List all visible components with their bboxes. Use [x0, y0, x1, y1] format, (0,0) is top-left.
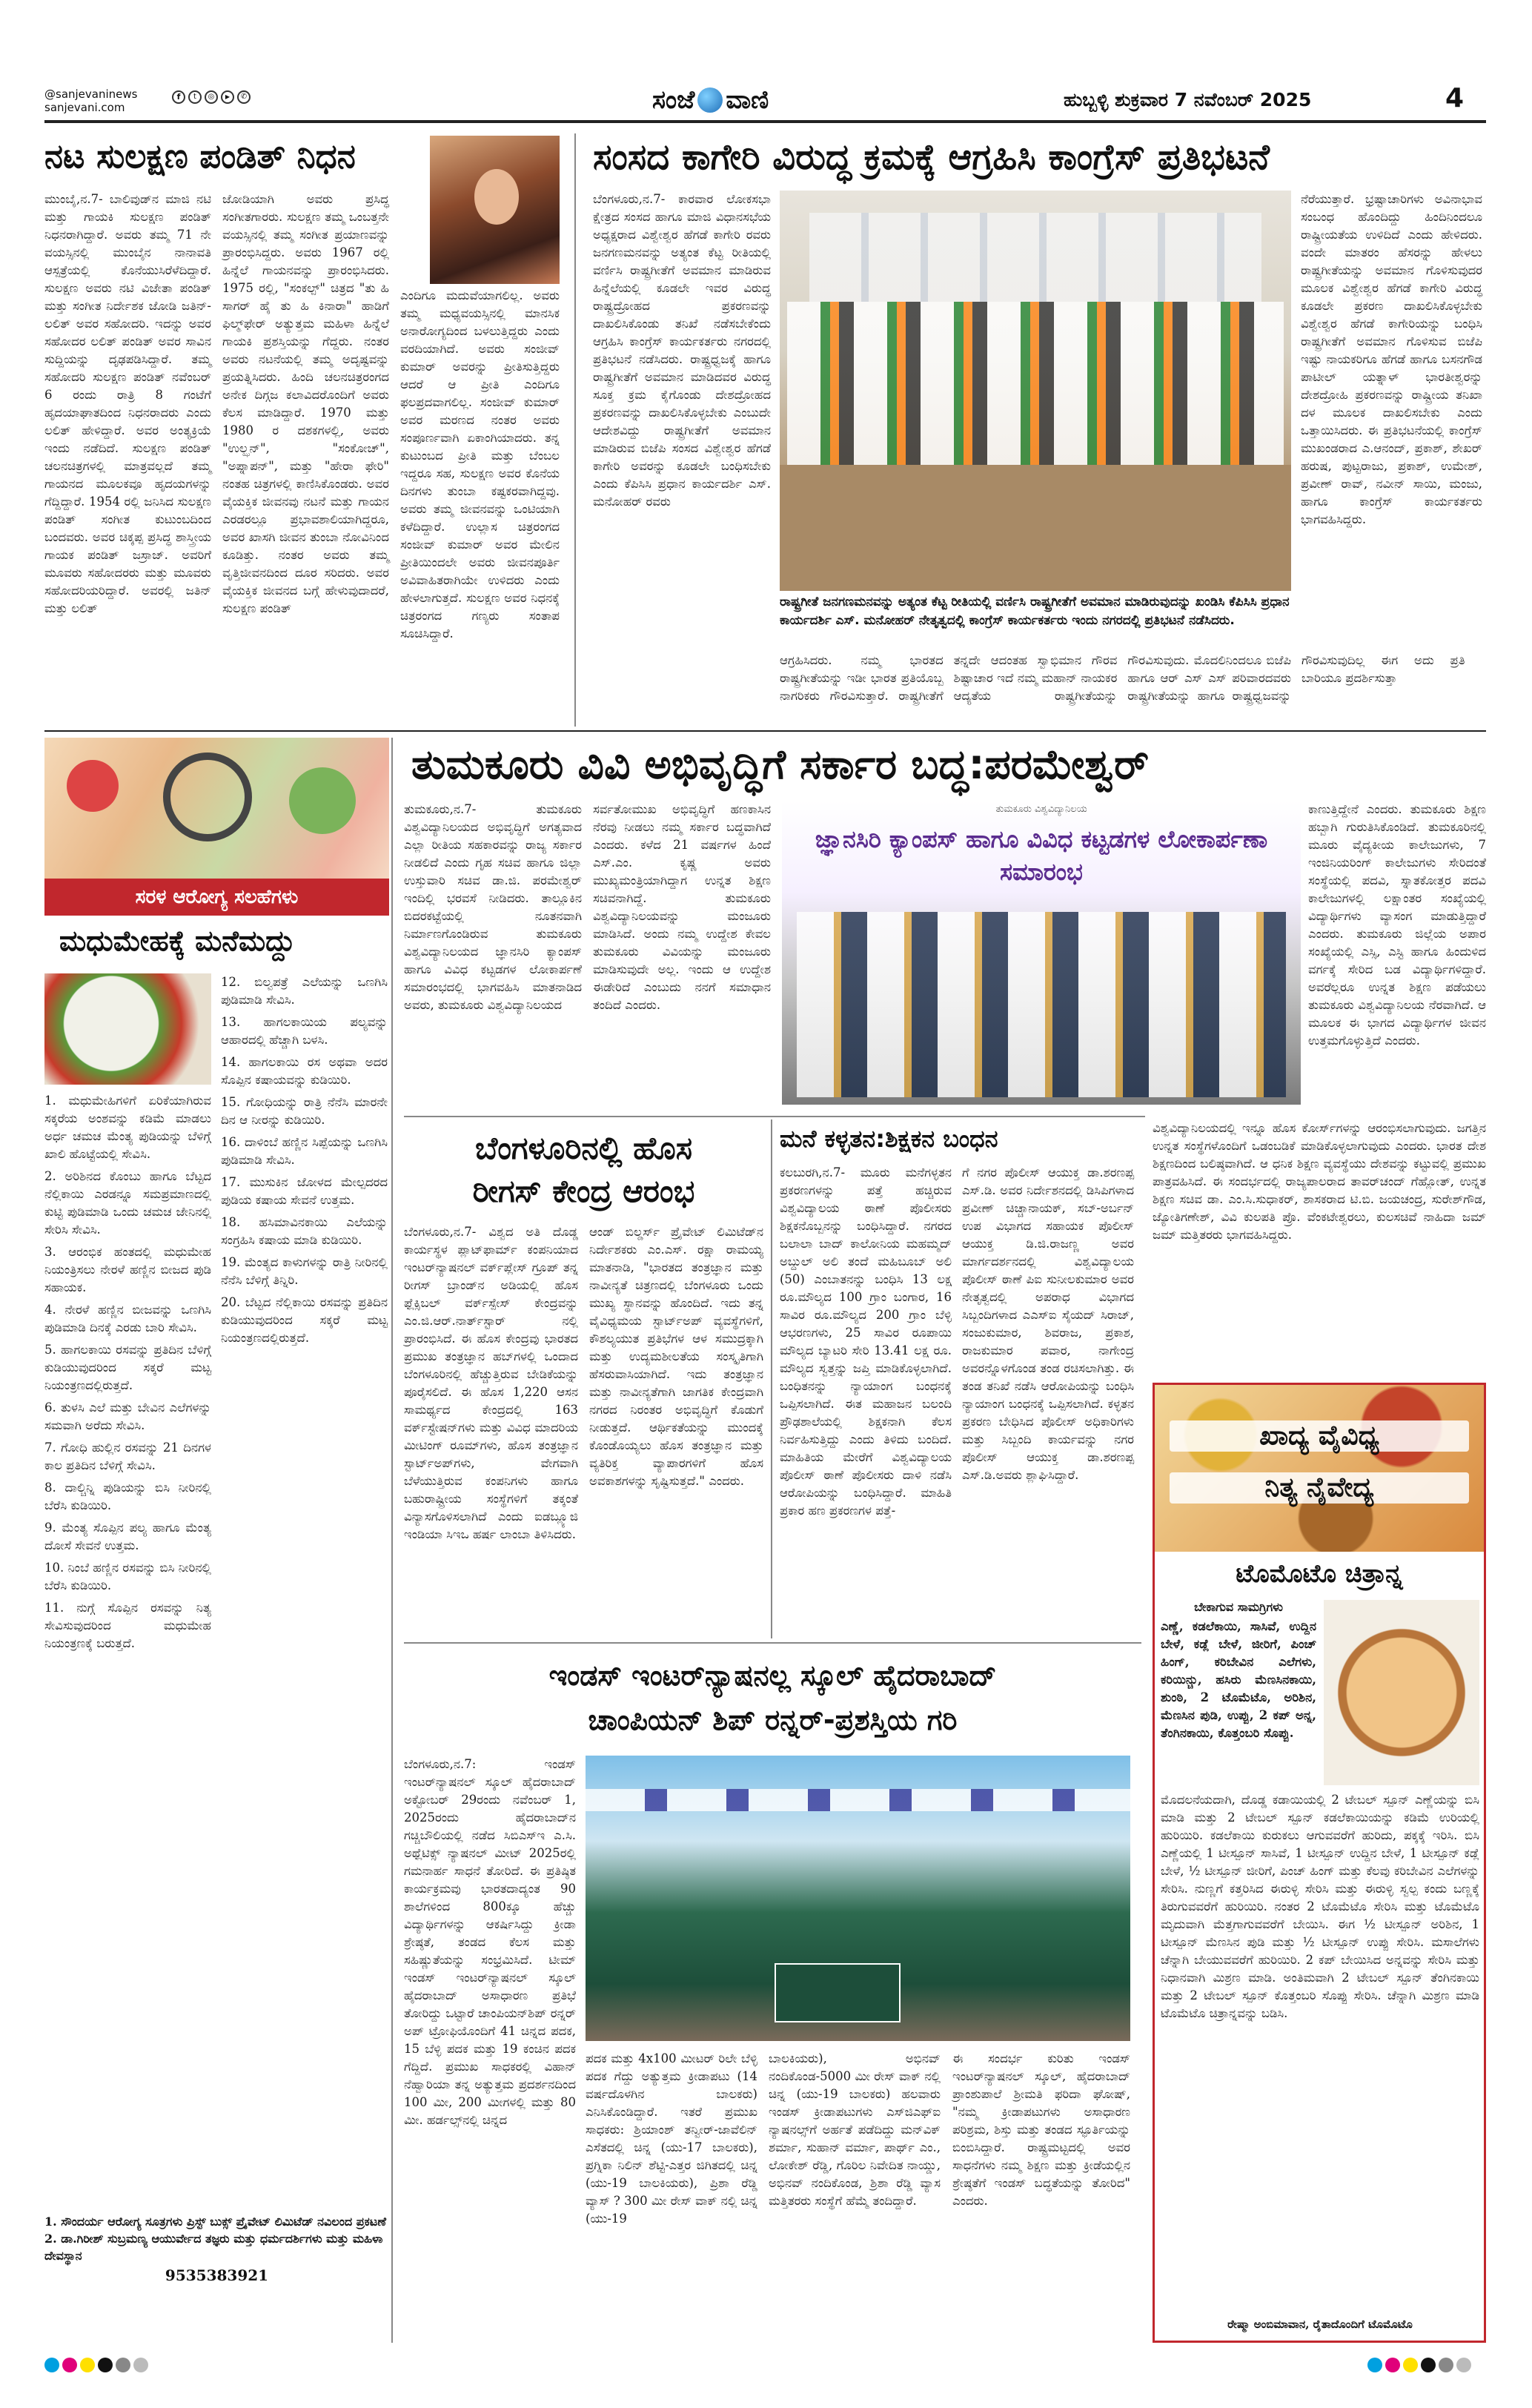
divider-v-1: [574, 133, 576, 727]
dateline: ಹುಬ್ಬಳ್ಳಿ ಶುಕ್ರವಾರ 7 ನವೆಂಬರ್ 2025: [1064, 89, 1312, 110]
reg-yellow-icon: [80, 2358, 95, 2372]
logo[interactable]: [652, 83, 769, 117]
site-url[interactable]: sanjevani.com: [44, 101, 125, 114]
divider-h-3: [404, 1642, 1141, 1644]
headline-diabetes: ಮಧುಮೇಹಕ್ಕೆ ಮನೆಮದ್ದು: [59, 924, 296, 957]
tumakuru-col3: ಕಾಣುತ್ತಿದ್ದೇನೆ ಎಂದರು. ತುಮಕೂರು ಶಿಕ್ಷಣ ಹಬ್ಬಾಗಿ ಗುರುತಿಸಿಕೊಂಡಿದೆ. ತುಮಕೂರಿನಲ್ಲಿ ಮೂರು ವೈದ್ಯಕೀಯ ಕಾಲೇಜುಗಳು, 7 ಇಂಜಿನಿಯರಿಂಗ್ ಕಾಲೇಜುಗಳು ಸೇರಿದಂತೆ ಸಂಸ್ಥೆಯಲ್ಲಿ ಪದವಿ, ಸ್ನಾತಕೋತ್ತರ ಪದವಿ ಕಾಲೇಜುಗಳಲ್ಲಿ ಲಕ್ಷಾಂತರ ಸಂಖ್ಯೆಯಲ್ಲಿ ವಿದ್ಯಾರ್ಥಿಗಳು ವ್ಯಾಸಂಗ ಮಾಡುತ್ತಿದ್ದಾರೆ ಎಂದರು. ತುಮಕೂರು ಜಿಲ್ಲೆಯ ಅಪಾರ ಸಂಖ್ಯೆಯಲ್ಲಿ ಎಸ್ಸಿ, ಎಸ್ಟಿ ಹಾಗೂ ಹಿಂದುಳಿದ ವರ್ಗಕ್ಕೆ ಸೇರಿದ ಬಡ ವಿದ್ಯಾರ್ಥಿಗಳಿದ್ದಾರೆ. ಅವರೆಲ್ಲರೂ ಉನ್ನತ ಶಿಕ್ಷಣ ಪಡೆಯಲು ತುಮಕೂರು ವಿಶ್ವವಿದ್ಯಾನಿಲಯ ನೆರವಾಗಿದೆ. ಆ ಮೂಲಕ ಈ ಭಾಗದ ವಿದ್ಯಾರ್ಥಿಗಳ ಜೀವನ ಉತ್ತಮಗೊಳ್ಳುತ್ತಿದೆ ಎಂದರು.: [1308, 802, 1486, 1048]
photo-tomato-rice: [1324, 1600, 1479, 1785]
kageri-col4: ನೆರೆಯುತ್ತಾರೆ. ಭ್ರಷ್ಟಾಚಾರಿಗಳು ಅವಿನಾಭಾವ ಸಂಬಂಧ ಹೊಂದಿದ್ದು ಹಿಂದಿನಿಂದಲೂ ರಾಷ್ಟ್ರೀಯತೆಯ ಉಳಿದಿದೆ ಎಂದು ಹೇಳಿದರು. ವಂದೇ ಮಾತರಂ ಹೆಸರನ್ನು ಹೇಳಲು ರಾಷ್ಟ್ರಗೀತೆಯನ್ನು ಅವಮಾನ ಗೊಳಿಸುವುದರ ಮೂಲಕ ವಿಶ್ವೇಶ್ವರ ಹೆಗಡೆ ಕಾಗೇರಿ ವಿರುದ್ಧ ಕೂಡಲೇ ಪ್ರಕರಣ ದಾಖಲಿಸಿಕೊಳ್ಳಬೇಕು ವಿಶ್ವೇಶ್ವರ ಹೆಗಡೆ ಕಾಗೇರಿಯನ್ನು ಬಂಧಿಸಿ ರಾಷ್ಟ್ರಗೀತೆಗೆ ಅವಮಾನ ಗೊಳಿಸುವ ಬಿಜೆಪಿ ಇಷ್ಟು ನಾಯಕರಿಗೂ ಹೆಗಡೆ ಹಾಗೂ ಬಸನಗೌಡ ಪಾಟೀಲ್ ಯತ್ನಾಳ್ ಭಾರತೀಶ್ವರನ್ನು ದೇಶದ್ರೋಹಿ ಪ್ರಕರಣವನ್ನು ರಾಷ್ಟ್ರೀಯ ತನಿಖಾ ದಳ ಮೂಲಕ ದಾಖಲಿಸಬೇಕು ಎಂದು ಒತ್ತಾಯಿಸಿದರು. ಈ ಪ್ರತಿಭಟನೆಯಲ್ಲಿ ಕಾಂಗ್ರೆಸ್ ಮುಖಂಡರಾದ ಎ.ಆನಂದ್, ಪ್ರಕಾಶ್, ಶೇಖರ್ ಹರುಷ, ಪುಟ್ಟರಾಜು, ಪ್ರಕಾಶ್, ಉಮೇಶ್, ಪ್ರವೀಣ್ ರಾವ್, ನವೀನ್ ಸಾಯಿ, ಮಂಜು, ಹಾಗೂ ಕಾಂಗ್ರೆಸ್ ಕಾರ್ಯಕರ್ತರು ಭಾಗವಹಿಸಿದ್ದರು.: [1301, 192, 1482, 526]
youtube-icon[interactable]: ▶: [221, 90, 234, 104]
health-banner-label: ಸರಳ ಆರೋಗ್ಯ ಸಲಹೆಗಳು: [44, 879, 389, 916]
headline-regus: ಬೆಂಗಳೂರಿನಲ್ಲಿ ಹೊಸ ರೀಗಸ್ ಕೇಂದ್ರ ಆರಂಭ: [472, 1130, 695, 1209]
headline-sulakshana: ನಟ ಸುಲಕ್ಷಣ ಪಂಡಿತ್ ನಿಧನ: [44, 136, 356, 176]
recipe-method: ಮೊದಲನೆಯದಾಗಿ, ದೊಡ್ಡ ಕಡಾಯಿಯಲ್ಲಿ 2 ಟೇಬಲ್ ಸ್ಪೂನ್ ಎಣ್ಣೆಯನ್ನು ಬಿಸಿ ಮಾಡಿ ಮತ್ತು 2 ಟೇಬಲ್ ಸ್ಪೂನ್ ಕಡಲೆಕಾಯಿಯನ್ನು ಕಡಿಮೆ ಉರಿಯಲ್ಲಿ ಹುರಿಯಿರಿ. ಕಡಲೆಕಾಯಿ ಕುರುಕಲು ಆಗುವವರೆಗೆ ಹುರಿದು, ಪಕ್ಕಕ್ಕೆ ಇರಿಸಿ. ಬಿಸಿ ಎಣ್ಣೆಯಲ್ಲಿ 1 ಟೀಸ್ಪೂನ್ ಸಾಸಿವೆ, 1 ಟೀಸ್ಪೂನ್ ಉದ್ದಿನ ಬೇಳೆ, 1 ಟೀಸ್ಪೂನ್ ಕಡ್ಲೆ ಬೇಳೆ, ½ ಟೀಸ್ಪೂನ್ ಜೀರಿಗೆ, ಪಿಂಚ್ ಹಿಂಗ್ ಮತ್ತು ಕೆಲವು ಕರಿಬೇವಿನ ಎಲೆಗಳನ್ನು ಸೇರಿಸಿ. ನುಣ್ಣಗೆ ಕತ್ತರಿಸಿದ ಈರುಳ್ಳಿ ಸೇರಿಸಿ ಮತ್ತು ಈರುಳ್ಳಿ ಸ್ವಲ್ಪ ಕಂದು ಬಣ್ಣಕ್ಕೆ ತಿರುಗುವವರೆಗೆ ಹುರಿಯಿರಿ. ನಂತರ 2 ಟೊಮೆಟೊ ಸೇರಿಸಿ ಮತ್ತು ಟೊಮೆಟೊ ಮೃದುವಾಗಿ ಮೆತ್ತಗಾಗುವವರೆಗೆ ಬೇಯಿಸಿ. ಈಗ ½ ಟೀಸ್ಪೂನ್ ಅರಿಶಿನ, 1 ಟೀಸ್ಪೂನ್ ಮೆಣಸಿನ ಪುಡಿ ಮತ್ತು ½ ಟೀಸ್ಪೂನ್ ಉಪ್ಪು ಸೇರಿಸಿ. ಮಸಾಲೆಗಳು ಚೆನ್ನಾಗಿ ಬೇಯುವವರೆಗೆ ಹುರಿಯಿರಿ. 2 ಕಪ್ ಬೇಯಿಸಿದ ಅನ್ನವನ್ನು ಸೇರಿಸಿ ಮತ್ತು ನಿಧಾನವಾಗಿ ಮಿಶ್ರಣ ಮಾಡಿ. ಅಂತಿಮವಾಗಿ 2 ಟೇಬಲ್ ಸ್ಪೂನ್ ತೆಂಗಿನಕಾಯಿ ಮತ್ತು 2 ಟೇಬಲ್ ಸ್ಪೂನ್ ಕೊತ್ತಂಬರಿ ಸೊಪ್ಪು ಸೇರಿಸಿ. ಚೆನ್ನಾಗಿ ಮಿಶ್ರಣ ಮಾಡಿ ಟೊಮೆಟೊ ಚಿತ್ರಾನ್ನವನ್ನು ಬಡಿಸಿ.: [1161, 1793, 1479, 2020]
regus-col1: ಬೆಂಗಳೂರು,ನ.7- ವಿಶ್ವದ ಅತಿ ದೊಡ್ಡ ಕಾರ್ಯಸ್ಥಳ ಪ್ಲಾಟ್‌ಫಾರ್ಮ್ ಕಂಪನಿಯಾದ ಇಂಟರ್‌ನ್ಯಾಷನಲ್ ವರ್ಕ್‌ಪ್ಲೇಸ್ ಗ್ರೂಪ್ ತನ್ನ ರೀಗಸ್ ಬ್ರಾಂಡ್‌ನ ಅಡಿಯಲ್ಲಿ ಹೊಸ ಫ್ಲೆಕ್ಸಿಬಲ್ ವರ್ಕ್‌ಸ್ಪೇಸ್ ಕೇಂದ್ರವನ್ನು ಎಂ.ಜಿ.ಆರ್.ನಾರ್ತ್‌ಸ್ಟಾರ್ ನಲ್ಲಿ ಪ್ರಾರಂಭಿಸಿದೆ. ಈ ಹೊಸ ಕೇಂದ್ರವು ಭಾರತದ ಪ್ರಮುಖ ತಂತ್ರಜ್ಞಾನ ಹಬ್‌ಗಳಲ್ಲಿ ಒಂದಾದ ಬೆಂಗಳೂರಿನಲ್ಲಿ ಹೆಚ್ಚುತ್ತಿರುವ ಬೇಡಿಕೆಯನ್ನು ಪೂರೈಸಲಿದೆ. ಈ ಹೊಸ 1,220 ಆಸನ ಸಾಮರ್ಥ್ಯದ ಕೇಂದ್ರದಲ್ಲಿ 163 ವರ್ಕ್‌ಸ್ಟೇಷನ್‌ಗಳು ಮತ್ತು ವಿವಿಧ ಮಾದರಿಯ ಮೀಟಿಂಗ್ ರೂಮ್‌ಗಳು, ಹೊಸ ತಂತ್ರಜ್ಞಾನ ಸ್ಟಾರ್ಟ್‌ಅಪ್‌ಗಳು, ವೇಗವಾಗಿ ಬೆಳೆಯುತ್ತಿರುವ ಕಂಪನಿಗಳು ಹಾಗೂ ಬಹುರಾಷ್ಟ್ರೀಯ ಸಂಸ್ಥೆಗಳಿಗೆ ತಕ್ಕಂತೆ ವಿನ್ಯಾಸಗೊಳಿಸಲಾಗಿದೆ ಎಂದು ಐಡಬ್ಲ್ಯೂಜಿ ಇಂಡಿಯಾ ಸಿಇಒ ಹರ್ಷ ಲಾಂಬಾ ತಿಳಿಸಿದರು.: [404, 1225, 578, 1541]
logo-left: ಸಂಜೆ: [652, 85, 695, 115]
headline-kageri: ಸಂಸದ ಕಾಗೇರಿ ವಿರುದ್ಧ ಕ್ರಮಕ್ಕೆ ಆಗ್ರಹಿಸಿ ಕಾಂಗ್ರೆಸ್ ಪ್ರತಿಭಟನೆ: [593, 136, 1270, 178]
reg-magenta-icon: [1385, 2358, 1400, 2372]
regus-col2: ಆಂಡ್ ಬಿಲ್ಡರ್ಸ್ ಪ್ರೈವೇಟ್ ಲಿಮಿಟೆಡ್‌ನ ನಿರ್ದೇಶಕರು ಎಂ.ಎಸ್. ರಕ್ಷಾ ರಾಮಯ್ಯ ಮಾತನಾಡಿ, "ಭಾರತದ ತಂತ್ರಜ್ಞಾನ ಮತ್ತು ನಾವೀನ್ಯತೆ ಚಿತ್ರಣದಲ್ಲಿ ಬೆಂಗಳೂರು ಒಂದು ಮುಖ್ಯ ಸ್ಥಾನವನ್ನು ಹೊಂದಿದೆ. ಇದು ತನ್ನ ವೈವಿಧ್ಯಮಯ ಸ್ಟಾರ್ಟ್‌ಅಪ್ ವ್ಯವಸ್ಥೆಗಳಿಗೆ, ಕೌಶಲ್ಯಯುತ ಪ್ರತಿಭೆಗಳ ಆಳ ಸಮುದ್ರಕ್ಕಾಗಿ ಮತ್ತು ಉದ್ಯಮಶೀಲತೆಯ ಸಂಸ್ಕೃತಿಗಾಗಿ ಹೆಸರುವಾಸಿಯಾಗಿದೆ. ಇದು ತಂತ್ರಜ್ಞಾನ ಮತ್ತು ನಾವೀನ್ಯತೆಗಾಗಿ ಜಾಗತಿಕ ಕೇಂದ್ರವಾಗಿ ನಗರದ ನಿರಂತರ ಅಭಿವೃದ್ಧಿಗೆ ಕೊಡುಗೆ ನೀಡುತ್ತದೆ. ಆರ್ಥಿಕತೆಯನ್ನು ಮುಂದಕ್ಕೆ ಕೊಂಡೊಯ್ಯಲು ಹೊಸ ತಂತ್ರಜ್ಞಾನ ಮತ್ತು ವ್ಯತಿರಿಕ್ತ ವ್ಯಾಪಾರಗಳಿಗೆ ಹೊಸ ಅವಕಾಶಗಳನ್ನು ಸೃಷ್ಟಿಸುತ್ತದೆ." ಎಂದರು.: [589, 1225, 763, 1488]
recipe-credit: ರೇಷ್ಮಾ ಅಂಬಿಮಾವಾನ, ರೈತಾದೊಂದಿಗೆ ಟೊಮೊಟೊ: [1227, 2318, 1413, 2331]
recipe-banner-line1: ಖಾದ್ಯ ವೈವಿಧ್ಯ: [1170, 1420, 1469, 1452]
reg-yellow-icon: [1403, 2358, 1418, 2372]
facebook-icon[interactable]: f: [172, 90, 185, 104]
reg-gray-icon: [1439, 2358, 1453, 2372]
story-indus: [404, 1646, 1141, 2343]
masthead-rule: [44, 120, 1486, 123]
indus-col2: ಪದಕ ಮತ್ತು 4x100 ಮೀಟರ್ ರಿಲೇ ಬೆಳ್ಳಿ ಪದಕ ಗೆದ್ದು ಅತ್ಯುತ್ತಮ ಕ್ರೀಡಾಪಟು (14 ವರ್ಷದೊಳಗಿನ ಬಾಲಕರು) ಎನಿಸಿಕೊಂಡಿದ್ದಾರೆ. ಇತರೆ ಪ್ರಮುಖ ಸಾಧಕರು: ಶ್ರಿಯಾಂಶ್ ತನ್ವೀರ್-ಜಾವೆಲಿನ್ ಎಸೆತದಲ್ಲಿ ಚಿನ್ನ (ಯು-17 ಬಾಲಕರು), ಪ್ರಗ್ನಿಕಾ ನಿಲಿನ್ ಶೆಟ್ಟಿ-ಎತ್ತರ ಜಿಗಿತದಲ್ಲಿ ಚಿನ್ನ (ಯು-19 ಬಾಲಕಿಯರು), ಪ್ರಿಶಾ ರೆಡ್ಡಿ ವ್ಯಾಸ್ ? 300 ಮೀ ರೇಸ್ ವಾಕ್ ನಲ್ಲಿ ಚಿನ್ನ (ಯು-19: [586, 2051, 757, 2226]
social-icons: [172, 90, 251, 104]
story-regus: [404, 1119, 763, 1638]
health-banner: [44, 738, 389, 916]
indus-col4: ಈ ಸಂದರ್ಭ ಕುರಿತು ಇಂಡಸ್ ಇಂಟರ್‌ನ್ಯಾಷನಲ್ ಸ್ಕೂಲ್, ಹೈದರಾಬಾದ್ ಪ್ರಾಂಶುಪಾಲೆ ಶ್ರೀಮತಿ ಫರಿದಾ ಘೋಷ್, "ನಮ್ಮ ಕ್ರೀಡಾಪಟುಗಳು ಅಸಾಧಾರಣ ಪರಿಶ್ರಮ, ಶಿಸ್ತು ಮತ್ತು ತಂಡದ ಸ್ಫೂರ್ತಿಯನ್ನು ಬಿಂಬಿಸಿದ್ದಾರೆ. ರಾಷ್ಟ್ರಮಟ್ಟದಲ್ಲಿ ಅವರ ಸಾಧನೆಗಳು ನಮ್ಮ ಶಿಕ್ಷಣ ಮತ್ತು ಕ್ರೀಡೆಯಲ್ಲಿನ ಶ್ರೇಷ್ಠತೆಗೆ ಇಂಡಸ್ ಬದ್ಧತೆಯನ್ನು ತೋರಿದ" ಎಂದರು.: [952, 2051, 1130, 2208]
tumakuru-banner-text: ಜ್ಞಾನಸಿರಿ ಕ್ಯಾಂಪಸ್ ಹಾಗೂ ವಿವಿಧ ಕಟ್ಟಡಗಳ ಲೋಕಾರ್ಪಣಾ ಸಮಾರಂಭ: [815, 825, 1268, 886]
site-handle[interactable]: @sanjevaninews: [44, 87, 138, 101]
recipe-ingredients-label: ಬೇಕಾಗುವ ಸಾಮಗ್ರಿಗಳು: [1194, 1600, 1283, 1614]
registration-right: [1367, 2358, 1474, 2372]
photo-indus-team: [586, 1756, 1130, 2041]
reg-black-icon: [98, 2358, 113, 2372]
logo-right: ವಾಣಿ: [726, 85, 769, 115]
sulakshana-col3: ಎಂದಿಗೂ ಮದುವೆಯಾಗಲಿಲ್ಲ. ಅವರು ತಮ್ಮ ಮಧ್ಯವಯಸ್ಸಿನಲ್ಲಿ ಮಾನಸಿಕ ಅನಾರೋಗ್ಯದಿಂದ ಬಳಲುತ್ತಿದ್ದರು ಎಂದು ವರದಿಯಾಗಿದೆ. ಅವರು ಸಂಜೀವ್ ಕುಮಾರ್ ಅವರನ್ನು ಪ್ರೀತಿಸುತ್ತಿದ್ದರು ಆದರೆ ಆ ಪ್ರೀತಿ ಎಂದಿಗೂ ಫಲಪ್ರದವಾಗಲಿಲ್ಲ. ಸಂಜೀವ್ ಕುಮಾರ್ ಅವರ ಮರಣದ ನಂತರ ಅವರು ಸಂಪೂರ್ಣವಾಗಿ ಏಕಾಂಗಿಯಾದರು. ತನ್ನ ಕುಟುಂಬದ ಪ್ರೀತಿ ಮತ್ತು ಬೆಂಬಲ ಇದ್ದರೂ ಸಹ, ಸುಲಕ್ಷಣ ಅವರ ಕೊನೆಯ ದಿನಗಳು ತುಂಬಾ ಕಷ್ಟಕರವಾಗಿದ್ದವು. ಅವರು ತಮ್ಮ ಜೀವನವನ್ನು ಒಂಟಿಯಾಗಿ ಕಳೆದಿದ್ದಾರೆ. ಉಲ್ಲಾಸ ಚಿತ್ರರಂಗದ ಸಂಜೀವ್ ಕುಮಾರ್ ಅವರ ಮೇಲಿನ ಪ್ರೀತಿಯಿಂದಲೇ ಅವರು ಜೀವನಪೂರ್ತಿ ಅವಿವಾಹಿತರಾಗಿಯೇ ಉಳಿದರು ಎಂದು ಹೇಳಲಾಗುತ್ತದೆ. ಸುಲಕ್ಷಣ ಅವರ ನಿಧನಕ್ಕೆ ಚಿತ್ರರಂಗದ ಗಣ್ಯರು ಸಂತಾಪ ಸೂಚಿಸಿದ್ದಾರೆ.: [400, 288, 560, 641]
sulakshana-col2: ಜೋಡಿಯಾಗಿ ಅವರು ಪ್ರಸಿದ್ಧ ಸಂಗೀತಗಾರರು. ಸುಲಕ್ಷಣ ತಮ್ಮ ಒಂಬತ್ತನೇ ವಯಸ್ಸಿನಲ್ಲಿ ತಮ್ಮ ಸಂಗೀತ ಪ್ರಯಾಣವನ್ನು ಪ್ರಾರಂಭಿಸಿದ್ದರು. ಅವರು 1967 ರಲ್ಲಿ ಹಿನ್ನೆಲೆ ಗಾಯನವನ್ನು ಪ್ರಾರಂಭಿಸಿದರು. 1975 ರಲ್ಲಿ, "ಸಂಕಲ್ಪ್" ಚಿತ್ರದ "ತು ಹಿ ಸಾಗರ್ ಹೈ ತು ಹಿ ಕಿನಾರಾ" ಹಾಡಿಗೆ ಫಿಲ್ಮ್‌ಫೇರ್ ಅತ್ಯುತ್ತಮ ಮಹಿಳಾ ಹಿನ್ನೆಲೆ ಗಾಯಕಿ ಪ್ರಶಸ್ತಿಯನ್ನು ಗೆದ್ದರು. ನಂತರ ಅವರು ನಟನೆಯಲ್ಲಿ ತಮ್ಮ ಅದೃಷ್ಟವನ್ನು ಪ್ರಯತ್ನಿಸಿದರು. ಹಿಂದಿ ಚಲನಚಿತ್ರರಂಗದ ಅನೇಕ ದಿಗ್ಗಜ ಕಲಾವಿದರೊಂದಿಗೆ ಅವರು ಕೆಲಸ ಮಾಡಿದ್ದಾರೆ. 1970 ಮತ್ತು 1980 ರ ದಶಕಗಳಲ್ಲಿ, ಅವರು "ಉಲ್ಝನ್", "ಸಂಕೋಚ್", "ಅಪ್ನಾಪನ್", ಮತ್ತು "ಹೇರಾ ಫೇರಿ" ನಂತಹ ಚಿತ್ರಗಳಲ್ಲಿ ಕಾಣಿಸಿಕೊಂಡರು. ಅವರ ವೈಯಕ್ತಿಕ ಜೀವನವು ನಟನೆ ಮತ್ತು ಗಾಯನ ಎರಡರಲ್ಲೂ ಪ್ರಭಾವಶಾಲಿಯಾಗಿದ್ದರೂ, ಅವರ ಖಾಸಗಿ ಜೀವನ ತುಂಬಾ ನೋವಿನಿಂದ ಕೂಡಿತ್ತು. ನಂತರ ಅವರು ತಮ್ಮ ವೃತ್ತಿಜೀವನದಿಂದ ದೂರ ಸರಿದರು. ಅವರ ವೈಯಕ್ತಿಕ ಜೀವನದ ಬಗ್ಗೆ ಹೇಳುವುದಾದರೆ, ಸುಲಕ್ಷಣ ಪಂಡಿತ್: [222, 192, 389, 615]
story-kageri: [586, 130, 1486, 723]
tumakuru-banner-top: ತುಮಕೂರು ವಿಶ್ವವಿದ್ಯಾನಿಲಯ: [995, 804, 1087, 815]
story-theft: [780, 1119, 1135, 1638]
reg-gray-icon: [116, 2358, 130, 2372]
twitter-icon[interactable]: t: [188, 90, 202, 104]
tumakuru-col2: ಸರ್ವತೋಮುಖ ಅಭಿವೃದ್ಧಿಗೆ ಹಣಕಾಸಿನ ನೆರವು ನೀಡಲು ನಮ್ಮ ಸರ್ಕಾರ ಬದ್ಧವಾಗಿದೆ ಎಂದರು. ಕಳೆದ 21 ವರ್ಷಗಳ ಹಿಂದೆ ಎಸ್.ಎಂ. ಕೃಷ್ಣ ಅವರು ಮುಖ್ಯಮಂತ್ರಿಯಾಗಿದ್ದಾಗ ಉನ್ನತ ಶಿಕ್ಷಣ ಸಚಿವನಾಗಿದ್ದೆ. ತುಮಕೂರು ವಿಶ್ವವಿದ್ಯಾನಿಲಯವನ್ನು ಮಂಜೂರು ಮಾಡಿಸಿದೆ. ಅಂದು ನಮ್ಮ ಉದ್ದೇಶ ಕೇವಲ ತುಮಕೂರು ವಿವಿಯನ್ನು ಮಂಜೂರು ಮಾಡಿಸುವುದೇ ಅಲ್ಲ. ಇಂದು ಆ ಉದ್ದೇಶ ಈಡೇರಿದೆ ಎಂಬುದು ನನಗೆ ಸಮಾಧಾನ ತಂದಿದೆ ಎಂದರು.: [593, 802, 771, 1012]
registration-left: [44, 2358, 151, 2372]
caption-protest: ರಾಷ್ಟ್ರಗೀತೆ ಜನಗಣಮನವನ್ನು ಅತ್ಯಂತ ಕೆಟ್ಟ ರೀತಿಯಲ್ಲಿ ವರ್ಣಿಸಿ ರಾಷ್ಟ್ರಗೀತೆಗೆ ಅವಮಾನ ಮಾಡಿರುವುದನ್ನು ಖಂಡಿಸಿ ಕೆಪಿಸಿಸಿ ಪ್ರಧಾನ ಕಾರ್ಯದರ್ಶಿ ಎಸ್. ಮನೋಹರ್ ನೇತೃತ್ವದಲ್ಲಿ ಕಾಂಗ್ರೆಸ್ ಕಾರ್ಯಕರ್ತರು ಇಂದು ನಗರದಲ್ಲಿ ಪ್ರತಿಭಟನೆ ನಡೆಸಿದರು.: [780, 595, 1290, 628]
recipe-ingredients: ಎಣ್ಣೆ, ಕಡಲೆಕಾಯಿ, ಸಾಸಿವೆ, ಉದ್ದಿನ ಬೇಳೆ, ಕಡ್ಲೆ ಬೇಳೆ, ಜೀರಿಗೆ, ಪಿಂಚ್ ಹಿಂಗ್, ಕರಿಬೇವಿನ ಎಲೆಗಳು, ಕರಿಯಿನ್ಚು, ಹಸಿರು ಮೆಣಸಿನಕಾಯಿ, ಶುಂಠಿ, 2 ಟೊಮೆಟೊ, ಅರಿಶಿನ, ಮೆಣಸಿನ ಪುಡಿ, ಉಪ್ಪು, 2 ಕಪ್ ಅನ್ನ, ತೆಂಗಿನಕಾಯಿ, ಕೊತ್ತಂಬರಿ ಸೊಪ್ಪು.: [1161, 1619, 1316, 1740]
divider-h-2: [404, 1116, 1145, 1117]
reg-cyan-icon: [44, 2358, 59, 2372]
theft-col2: ಗೆ ನಗರ ಪೊಲೀಸ್ ಆಯುಕ್ತ ಡಾ.ಶರಣಪ್ಪ ಎಸ್.ಡಿ. ಅವರ ನಿರ್ದೇಶನದಲ್ಲಿ ಡಿಸಿಪಿಗಳಾದ ಪ್ರವೀಣ್ ಚಿಚ್ಚಾನಾಯಕ್, ಸಬ್-ಅರ್ಬನ್ ಉಪ ವಿಭಾಗದ ಸಹಾಯಕ ಪೊಲೀಸ್ ಆಯುಕ್ತ ಡಿ.ಜಿ.ರಾಜಣ್ಣ ಅವರ ಮಾರ್ಗದರ್ಶನದಲ್ಲಿ ವಿಶ್ವವಿದ್ಯಾಲಯ ಪೊಲೀಸ್ ಠಾಣೆ ಪಿಐ ಸುನೀಲಕುಮಾರ ಅವರ ನೇತೃತ್ವದಲ್ಲಿ ಅಪರಾಧ ವಿಭಾಗದ ಸಿಬ್ಬಂದಿಗಳಾದ ಎಎಸ್‌ಐ ಸೈಯದ್ ಸಿರಾಜ್, ಸಂಜುಕುಮಾರ, ಶಿವರಾಜ, ಪ್ರಕಾಶ, ರಾಜಕುಮಾರ ಪವಾರ, ನಾಗೇಂದ್ರ ಅವರನ್ನೊಳಗೊಂಡ ತಂಡ ರಚಿಸಲಾಗಿತ್ತು. ಈ ತಂಡ ತನಿಖೆ ನಡೆಸಿ ಆರೋಪಿಯನ್ನು ಬಂಧಿಸಿ ನ್ಯಾಯಾಂಗ ಬಂಧನಕ್ಕೆ ಒಪ್ಪಿಸಲಾಗಿದೆ. ಕಳ್ಳತನ ಪ್ರಕರಣ ಬೇಧಿಸಿದ ಪೊಲೀಸ್ ಅಧಿಕಾರಿಗಳು ಮತ್ತು ಸಿಬ್ಬಂದಿ ಕಾರ್ಯವನ್ನು ನಗರ ಪೊಲೀಸ್ ಆಯುಕ್ತ ಡಾ.ಶರಣಪ್ಪ ಎಸ್.ಡಿ.ಅವರು ಶ್ಲಾಘಿಸಿದ್ದಾರೆ.: [962, 1165, 1134, 1482]
reg-lightgray-icon: [133, 2358, 148, 2372]
headline-theft: ಮನೆ ಕಳ್ಳತನ:ಶಿಕ್ಷಕನ ಬಂಧನ: [780, 1125, 998, 1153]
whatsapp-icon[interactable]: ✆: [237, 90, 251, 104]
kageri-col1: ಬೆಂಗಳೂರು,ನ.7- ಕಾರವಾರ ಲೋಕಸಭಾ ಕ್ಷೇತ್ರದ ಸಂಸದ ಹಾಗೂ ಮಾಜಿ ವಿಧಾನಸಭೆಯ ಅಧ್ಯಕ್ಷರಾದ ವಿಶ್ವೇಶ್ವರ ಹೆಗಡೆ ಕಾಗೇರಿ ರವರು ಜನಗಣಮನವನ್ನು ಅತ್ಯಂತ ಕೆಟ್ಟ ರೀತಿಯಲ್ಲಿ ವರ್ಣಿಸಿ ರಾಷ್ಟ್ರಗೀತೆಗೆ ಅವಮಾನ ಮಾಡಿರುವ ಹಿನ್ನೆಲೆಯಲ್ಲಿ ಕೂಡಲೇ ಇವರ ವಿರುದ್ಧ ರಾಷ್ಟ್ರದ್ರೋಹದ ಪ್ರಕರಣವನ್ನು ದಾಖಲಿಸಿಕೊಂಡು ತನಿಖೆ ನಡೆಸಬೇಕೆಂದು ಆಗ್ರಹಿಸಿ ಕಾಂಗ್ರೆಸ್ ಕಾರ್ಯಕರ್ತರು ನಗರದಲ್ಲಿ ಪ್ರತಿಭಟನೆ ನಡೆಸಿದರು. ರಾಷ್ಟ್ರಧ್ವಜಕ್ಕೆ ಹಾಗೂ ರಾಷ್ಟ್ರಗೀತೆಗೆ ಅವಮಾನ ಮಾಡಿದವರ ವಿರುದ್ಧ ಸೂಕ್ತ ಕ್ರಮ ಕೈಗೊಂಡು ದೇಶದ್ರೋಹದ ಪ್ರಕರಣವನ್ನು ದಾಖಲಿಸಿಕೊಳ್ಳಬೇಕು ಎಂಬುದೇ ಆದೇಶವಿದ್ದು ರಾಷ್ಟ್ರಗೀತೆಗೆ ಅವಮಾನ ಮಾಡಿರುವ ಬಿಜೆಪಿ ಸಂಸದ ವಿಶ್ವೇಶ್ವರ ಹೆಗಡೆ ಕಾಗೇರಿ ಅವರನ್ನು ಕೂಡಲೇ ಬಂಧಿಸಬೇಕು ಎಂದು ಕೆಪಿಸಿಸಿ ಪ್ರಧಾನ ಕಾರ್ಯದರ್ಶಿ ಎಸ್. ಮನೋಹರ್ ರವರು: [593, 192, 771, 509]
instagram-icon[interactable]: ◎: [205, 90, 218, 104]
diabetes-left-list: 1. ಮಧುಮೇಹಿಗಳಿಗೆ ಏರಿಕೆಯಾಗಿರುವ ಸಕ್ಕರೆಯ ಅಂಶವನ್ನು ಕಡಿಮೆ ಮಾಡಲು ಅರ್ಧ ಚಮಚ ಮೆಂತ್ಯ ಪುಡಿಯನ್ನು ಬೆಳಿಗ್ಗೆ ಖಾಲಿ ಹೊಟ್ಟೆಯಲ್ಲಿ ಸೇವಿಸಿ. 2. ಅರಿಶಿನದ ಕೊಂಬು ಹಾಗೂ ಬೆಟ್ಟದ ನೆಲ್ಲಿಕಾಯಿ ಎರಡನ್ನೂ ಸಮಪ್ರಮಾಣದಲ್ಲಿ ಕುಟ್ಟಿ ಪುಡಿಮಾಡಿ ಒಂದು ಚಮಚ ಜೇನಿನಲ್ಲಿ ಸೇರಿಸಿ ಸೇವಿಸಿ. 3. ಆರಂಭಿಕ ಹಂತದಲ್ಲಿ ಮಧುಮೇಹ ನಿಯಂತ್ರಿಸಲು ನೇರಳೆ ಹಣ್ಣಿನ ಬೀಜದ ಪುಡಿ ಸಹಾಯಕ. 4. ನೇರಳೆ ಹಣ್ಣಿನ ಬೀಜವನ್ನು ಒಣಗಿಸಿ ಪುಡಿಮಾಡಿ ದಿನಕ್ಕೆ ಎರಡು ಬಾರಿ ಸೇವಿಸಿ. 5. ಹಾಗಲಕಾಯಿ ರಸವನ್ನು ಪ್ರತಿದಿನ ಬೆಳಿಗ್ಗೆ ಕುಡಿಯುವುದರಿಂದ ಸಕ್ಕರೆ ಮಟ್ಟ ನಿಯಂತ್ರಣದಲ್ಲಿರುತ್ತದೆ. 6. ತುಳಸಿ ಎಲೆ ಮತ್ತು ಬೇವಿನ ಎಲೆಗಳನ್ನು ಸಮವಾಗಿ ಅರೆದು ಸೇವಿಸಿ. 7. ಗೋಧಿ ಹುಲ್ಲಿನ ರಸವನ್ನು 21 ದಿನಗಳ ಕಾಲ ಪ್ರತಿದಿನ ಬೆಳಿಗ್ಗೆ ಸೇವಿಸಿ. 8. ದಾಲ್ಚಿನ್ನಿ ಪುಡಿಯನ್ನು ಬಿಸಿ ನೀರಿನಲ್ಲಿ ಬೆರೆಸಿ ಕುಡಿಯಿರಿ. 9. ಮೆಂತ್ಯ ಸೊಪ್ಪಿನ ಪಲ್ಯ ಹಾಗೂ ಮೆಂತ್ಯ ದೋಸೆ ಸೇವನೆ ಉತ್ತಮ. 10. ನಿಂಬೆ ಹಣ್ಣಿನ ರಸವನ್ನು ಬಿಸಿ ನೀರಿನಲ್ಲಿ ಬೆರೆಸಿ ಕುಡಿಯಿರಿ. 11. ನುಗ್ಗೆ ಸೊಪ್ಪಿನ ರಸವನ್ನು ನಿತ್ಯ ಸೇವಿಸುವುದರಿಂದ ಮಧುಮೇಹ ನಿಯಂತ್ರಣಕ್ಕೆ ಬರುತ್ತದೆ.: [44, 1094, 211, 1650]
tumakuru-col4: ವಿಶ್ವವಿದ್ಯಾನಿಲಯದಲ್ಲಿ ಇನ್ನೂ ಹೊಸ ಕೋರ್ಸ್‌ಗಳನ್ನು ಆರಂಭಿಸಲಾಗುವುದು. ಜಗತ್ತಿನ ಉನ್ನತ ಸಂಸ್ಥೆಗಳೊಂದಿಗೆ ಒಡಂಬಡಿಕೆ ಮಾಡಿಕೊಳ್ಳಲಾಗುವುದು ಎಂದರು. ಭಾರತ ದೇಶ ಶಿಕ್ಷಣದಿಂದ ಬಲಿಷ್ಠವಾಗಿದೆ. ಆ ಧನಿಕ ಶಿಕ್ಷಣ ವ್ಯವಸ್ಥೆಯು ದೇಶವನ್ನು ಕಟ್ಟುವಲ್ಲಿ ಪ್ರಮುಖ ಪಾತ್ರವಹಿಸಿದೆ. ಈ ಸಂದರ್ಭದಲ್ಲಿ ರಾಜ್ಯಪಾಲರಾದ ತಾವರ್‌ಚಂದ್ ಗೆಹ್ಲೋತ್, ಉನ್ನತ ಶಿಕ್ಷಣ ಸಚಿವ ಡಾ. ಎಂ.ಸಿ.ಸುಧಾಕರ್, ಶಾಸಕರಾದ ಟಿ.ಬಿ. ಜಯಚಂದ್ರ, ಸುರೇಶ್‌ಗೌಡ, ಜ್ಯೋತಿಗಣೇಶ್, ವಿವಿ ಕುಲಪತಿ ಪ್ರೊ. ವೆಂಕಟೇಶ್ವರಲು, ಕುಲಸಚಿವೆ ನಾಹಿದಾ ಜಮ್ ಜಮ್ ಮತ್ತಿತರರು ಭಾಗವಹಿಸಿದ್ದರು.: [1153, 1121, 1486, 1242]
health-section: [44, 738, 393, 2343]
diabetes-phone[interactable]: 9535383921: [165, 2266, 269, 2284]
kageri-bottom: ಆಗ್ರಹಿಸಿದರು. ನಮ್ಮ ಭಾರತದ ರಾಷ್ಟ್ರಗೀತೆಯನ್ನು ಇಡೀ ಭಾರತ ಪ್ರತಿಯೊಬ್ಬ ನಾಗರಿಕರು ಗೌರವಿಸುತ್ತಾರೆ. ರಾಷ್ಟ್ರಗೀತೆಗೆ ತನ್ನದೇ ಆದಂತಹ ಸ್ವಾಭಿಮಾನ ಗೌರವ ಶಿಷ್ಟಾಚಾರ ಇದೆ ನಮ್ಮ ಮಹಾನ್ ನಾಯಕರ ಆದ್ಯತೆಯ ರಾಷ್ಟ್ರಗೀತೆಯನ್ನು ಗೌರವಿಸುವುದು. ಮೊದಲಿನಿಂದಲೂ ಬಿಜೆಪಿ ಹಾಗೂ ಆರ್ ಎಸ್ ಎಸ್ ಪರಿವಾರದವರು ರಾಷ್ಟ್ರಗೀತೆಯನ್ನು ಹಾಗೂ ರಾಷ್ಟ್ರಧ್ವಜವನ್ನು ಗೌರವಿಸುವುದಿಲ್ಲ ಈಗ ಅದು ಪ್ರತಿ ಬಾರಿಯೂ ಪ್ರದರ್ಶಿಸುತ್ತಾ: [780, 653, 1465, 703]
headline-tumakuru: ತುಮಕೂರು ವಿವಿ ಅಭಿವೃದ್ಧಿಗೆ ಸರ್ಕಾರ ಬದ್ಧ:ಪರಮೇಶ್ವರ್: [411, 741, 1150, 788]
story-sulakshana: [44, 130, 563, 723]
photo-sulakshana: [430, 136, 560, 284]
masthead: [0, 0, 1532, 130]
indus-col3: ಬಾಲಕಿಯರು), ಅಭಿನವ್ ನಂದಿಕೊಂಡ-5000 ಮೀ ರೇಸ್ ವಾಕ್ ನಲ್ಲಿ ಚಿನ್ನ (ಯು-19 ಬಾಲಕರು) ಹಲವಾರು ಇಂಡಸ್ ಕ್ರೀಡಾಪಟುಗಳು ಎಸ್‌ಜಿಎಫ್‌ಐ ನ್ಯಾಷನಲ್ಸ್‌ಗೆ ಅರ್ಹತೆ ಪಡೆದಿದ್ದು ಮನ್‌ವಿಕ್ ಶರ್ಮಾ, ಸುಹಾನ್ ವರ್ಮಾ, ಪಾರ್ಥ್ ಎಂ., ಲೋಕೇಶ್ ರೆಡ್ಡಿ, ಗೊರಿಲ ನಿವೇದಿತ ನಾಯ್ಡು, ಅಭಿನವ್ ನಂದಿಕೊಂಡ, ಶ್ರಿಶಾ ರೆಡ್ಡಿ ವ್ಯಾಸ ಮತ್ತಿತರರು ಸಂಸ್ಥೆಗೆ ಹೆಮ್ಮೆ ತಂದಿದ್ದಾರೆ.: [769, 2051, 941, 2208]
tumakuru-col1: ತುಮಕೂರು,ನ.7- ತುಮಕೂರು ವಿಶ್ವವಿದ್ಯಾನಿಲಯದ ಅಭಿವೃದ್ಧಿಗೆ ಅಗತ್ಯವಾದ ಎಲ್ಲಾ ರೀತಿಯ ಸಹಕಾರವನ್ನು ರಾಜ್ಯ ಸರ್ಕಾರ ನೀಡಲಿದೆ ಎಂದು ಗೃಹ ಸಚಿವ ಹಾಗೂ ಜಿಲ್ಲಾ ಉಸ್ತುವಾರಿ ಸಚಿವ ಡಾ.ಜಿ. ಪರಮೇಶ್ವರ್ ಇಂದಿಲ್ಲಿ ಭರವಸೆ ನೀಡಿದರು. ತಾಲ್ಲೂಕಿನ ಬಿದರಕಟ್ಟೆಯಲ್ಲಿ ನೂತನವಾಗಿ ನಿರ್ಮಾಣಗೊಂಡಿರುವ ತುಮಕೂರು ವಿಶ್ವವಿದ್ಯಾನಿಲಯದ ಜ್ಞಾನಸಿರಿ ಕ್ಯಾಂಪಸ್ ಹಾಗೂ ವಿವಿಧ ಕಟ್ಟಡಗಳ ಲೋಕಾರ್ಪಣೆ ಸಮಾರಂಭದಲ್ಲಿ ಭಾಗವಹಿಸಿ ಮಾತನಾಡಿದ ಅವರು, ತುಮಕೂರು ವಿಶ್ವವಿದ್ಯಾನಿಲಯದ: [404, 802, 582, 1012]
recipe-banner-line2: ನಿತ್ಯ ನೈವೇದ್ಯ: [1170, 1472, 1469, 1504]
divider-v-2: [771, 1119, 772, 1638]
recipe-title: ಟೊಮೊಟೊ ಚಿತ್ರಾನ್ನ: [1236, 1559, 1403, 1589]
reg-cyan-icon: [1367, 2358, 1382, 2372]
indus-col1: ಬೆಂಗಳೂರು,ನ.7: ಇಂಡಸ್ ಇಂಟರ್‌ನ್ಯಾಷನಲ್ ಸ್ಕೂಲ್ ಹೈದರಾಬಾದ್ ಅಕ್ಟೋಬರ್ 29ರಂದು ನವೆಂಬರ್ 1, 2025ರಂದು ಹೈದರಾಬಾದ್‌ನ ಗಚ್ಚಿಬೌಲಿಯಲ್ಲಿ ನಡೆದ ಸಿಬಿಎಸ್‌ಇ ಎ.ಸಿ. ಅಥ್ಲೆಟಿಕ್ಸ್ ನ್ಯಾಷನಲ್ ಮೀಟ್ 2025ರಲ್ಲಿ ಗಮನಾರ್ಹ ಸಾಧನೆ ತೋರಿದೆ. ಈ ಪ್ರತಿಷ್ಠಿತ ಕಾರ್ಯಕ್ರಮವು ಭಾರತದಾದ್ಯಂತ 90 ಶಾಲೆಗಳಿಂದ 800ಕ್ಕೂ ಹೆಚ್ಚು ವಿದ್ಯಾರ್ಥಿಗಳನ್ನು ಆಕರ್ಷಿಸಿದ್ದು ಕ್ರೀಡಾ ಶ್ರೇಷ್ಠತೆ, ತಂಡದ ಕೆಲಸ ಮತ್ತು ಸಹಿಷ್ಣುತೆಯನ್ನು ಸಂಭ್ರಮಿಸಿದೆ. ಟೀಮ್ ಇಂಡಸ್ ಇಂಟರ್‌ನ್ಯಾಷನಲ್ ಸ್ಕೂಲ್ ಹೈದರಾಬಾದ್ ಅಸಾಧಾರಣ ಪ್ರತಿಭೆ ತೋರಿದ್ದು ಒಟ್ಟಾರೆ ಚಾಂಪಿಯನ್‌ಶಿಪ್ ರನ್ನರ್ ಅಪ್ ಟ್ರೋಫಿಯೊಂದಿಗೆ 41 ಚಿನ್ನದ ಪದಕ, 15 ಬೆಳ್ಳಿ ಪದಕ ಮತ್ತು 19 ಕಂಚಿನ ಪದಕ ಗೆದ್ದಿದೆ. ಪ್ರಮುಖ ಸಾಧಕರಲ್ಲಿ ವಿಹಾನ್ ನೆಹ್ವಾರಿಯಾ ತನ್ನ ಅತ್ಯುತ್ತಮ ಪ್ರದರ್ಶನದಿಂದ 100 ಮೀ, 200 ಮೀಗಳಲ್ಲಿ ಮತ್ತು 80 ಮೀ. ಹರ್ಡಲ್ಸ್‌ನಲ್ಲಿ ಚಿನ್ನದ: [404, 1757, 576, 2127]
photo-protest: [780, 191, 1291, 591]
photo-tumakuru: [782, 801, 1301, 1105]
logo-globe-icon: [697, 87, 723, 113]
theft-col1: ಕಲಬುರಗಿ,ನ.7- ಮೂರು ಮನೆಗಳ್ಳತನ ಪ್ರಕರಣಗಳನ್ನು ಪತ್ತೆ ಹಚ್ಚಿರುವ ವಿಶ್ವವಿದ್ಯಾಲಯ ಠಾಣೆ ಪೊಲೀಸರು ಶಿಕ್ಷಕನೊಬ್ಬನನ್ನು ಬಂಧಿಸಿದ್ದಾರೆ. ನಗರದ ಬಲಾಲಾ ಬಾದ್ ಕಾಲೋನಿಯ ಮಹಮ್ಮದ್ ಅಬ್ದುಲ್ ಅಲಿ ತಂದೆ ಮಹಿಬೂಬ್ ಅಲಿ (50) ಎಂಬಾತನನ್ನು ಬಂಧಿಸಿ 13 ಲಕ್ಷ ರೂ.ಮೌಲ್ಯದ 100 ಗ್ರಾಂ ಬಂಗಾರ, 16 ಸಾವಿರ ರೂ.ಮೌಲ್ಯದ 200 ಗ್ರಾಂ ಬೆಳ್ಳಿ ಆಭರಣಗಳು, 25 ಸಾವಿರ ರೂಪಾಯಿ ಮೌಲ್ಯದ ಬ್ಯಾಟರಿ ಸೇರಿ 13.41 ಲಕ್ಷ ರೂ. ಮೌಲ್ಯದ ಸ್ವತ್ತನ್ನು ಜಪ್ತಿ ಮಾಡಿಕೊಳ್ಳಲಾಗಿದೆ. ಬಂಧಿತನನ್ನು ನ್ಯಾಯಾಂಗ ಬಂಧನಕ್ಕೆ ಒಪ್ಪಿಸಲಾಗಿದೆ. ಈತ ಮಹಾಜನ ಬಲಂದಿ ಪ್ರೌಢಶಾಲೆಯಲ್ಲಿ ಶಿಕ್ಷಕನಾಗಿ ಕೆಲಸ ನಿರ್ವಹಿಸುತ್ತಿದ್ದು ಎಂದು ತಿಳಿದು ಬಂದಿದೆ. ಮಾಹಿತಿಯ ಮೇರೆಗೆ ವಿಶ್ವವಿದ್ಯಾಲಯ ಪೊಲೀಸ್ ಠಾಣೆ ಪೊಲೀಸರು ದಾಳಿ ನಡೆಸಿ ಆರೋಪಿಯನ್ನು ಬಂಧಿಸಿದ್ದಾರೆ. ಮಾಹಿತಿ ಪ್ರಕಾರ ಹಣ ಪ್ರಕರಣಗಳ ಪತ್ತೆ-: [780, 1165, 952, 1518]
reg-lightgray-icon: [1456, 2358, 1471, 2372]
diabetes-credits: 1. ಸೌಂದರ್ಯ ಆರೋಗ್ಯ ಸೂತ್ರಗಳು ಪ್ರಿಸ್ಟ್ ಬುಕ್ಸ್ ಪ್ರೈವೇಟ್ ಲಿಮಿಟೆಡ್ ನವಿಲಂದ ಪ್ರಕಟಣೆ 2. ಡಾ.ಗಿರೀಶ್ ಸುಬ್ರಮಣ್ಯ ಆಯುರ್ವೇದ ತಜ್ಞರು ಮತ್ತು ಧರ್ಮದರ್ಶಿಗಳು ಮತ್ತು ಮಹಿಳಾ ದೇವಸ್ಥಾನ 9535383921: [44, 2213, 389, 2284]
recipe-box: [1153, 1383, 1486, 2343]
diabetes-right-list: 12. ಬಿಲ್ವಪತ್ರೆ ಎಲೆಯನ್ನು ಒಣಗಿಸಿ ಪುಡಿಮಾಡಿ ಸೇವಿಸಿ. 13. ಹಾಗಲಕಾಯಿಯ ಪಲ್ಯವನ್ನು ಆಹಾರದಲ್ಲಿ ಹೆಚ್ಚಾಗಿ ಬಳಸಿ. 14. ಹಾಗಲಕಾಯಿ ರಸ ಅಥವಾ ಅದರ ಸೊಪ್ಪಿನ ಕಷಾಯವನ್ನು ಕುಡಿಯಿರಿ. 15. ಗೋಧಿಯನ್ನು ರಾತ್ರಿ ನೆನೆಸಿ ಮಾರನೇ ದಿನ ಆ ನೀರನ್ನು ಕುಡಿಯಿರಿ. 16. ದಾಳಿಂಬೆ ಹಣ್ಣಿನ ಸಿಪ್ಪೆಯನ್ನು ಒಣಗಿಸಿ ಪುಡಿಮಾಡಿ ಸೇವಿಸಿ. 17. ಮುಸುಕಿನ ಜೋಳದ ಮೇಲ್ಪದರದ ಪುಡಿಯ ಕಷಾಯ ಸೇವನೆ ಉತ್ತಮ. 18. ಹಸಿಮಾವಿನಕಾಯಿ ಎಲೆಯನ್ನು ಸಂಗ್ರಹಿಸಿ ಕಷಾಯ ಮಾಡಿ ಕುಡಿಯಿರಿ. 19. ಮೆಂತ್ಯದ ಕಾಳುಗಳನ್ನು ರಾತ್ರಿ ನೀರಿನಲ್ಲಿ ನೆನೆಸಿ ಬೆಳಿಗ್ಗೆ ತಿನ್ನಿರಿ. 20. ಬೆಟ್ಟದ ನೆಲ್ಲಿಕಾಯಿ ರಸವನ್ನು ಪ್ರತಿದಿನ ಕುಡಿಯುವುದರಿಂದ ಸಕ್ಕರೆ ಮಟ್ಟ ನಿಯಂತ್ರಣದಲ್ಲಿರುತ್ತದೆ.: [221, 975, 388, 1345]
reg-black-icon: [1421, 2358, 1436, 2372]
recipe-banner: [1155, 1385, 1484, 1552]
story-tumakuru: [404, 738, 1486, 1112]
page-number: 4: [1445, 83, 1465, 113]
divider-h-1: [44, 730, 1486, 732]
photo-salad: [44, 973, 211, 1085]
sulakshana-col1: ಮುಂಬೈ,ನ.7- ಬಾಲಿವುಡ್‌ನ ಮಾಜಿ ನಟಿ ಮತ್ತು ಗಾಯಕಿ ಸುಲಕ್ಷಣ ಪಂಡಿತ್ ನಿಧನರಾಗಿದ್ದಾರೆ. ಅವರು ತಮ್ಮ 71 ನೇ ವಯಸ್ಸಿನಲ್ಲಿ ಮುಂಬೈನ ನಾನಾವತಿ ಆಸ್ಪತ್ರೆಯಲ್ಲಿ ಕೊನೆಯುಸಿರೆಳೆದಿದ್ದಾರೆ. ಸುಲಕ್ಷಣ ಅವರು ನಟಿ ವಿಜೇತಾ ಪಂಡಿತ್ ಮತ್ತು ಸಂಗೀತ ನಿರ್ದೇಶಕ ಜೋಡಿ ಜತಿನ್-ಲಲಿತ್ ಅವರ ಸಹೋದರಿ. ಇದನ್ನು ಅವರ ಸಹೋದರ ಲಲಿತ್ ಪಂಡಿತ್ ಅವರ ಸಾವಿನ ಸುದ್ದಿಯನ್ನು ದೃಢಪಡಿಸಿದ್ದಾರೆ. ತಮ್ಮ ಸಹೋದರಿ ಸುಲಕ್ಷಣ ಪಂಡಿತ್ ನವೆಂಬರ್ 6 ರಂದು ರಾತ್ರಿ 8 ಗಂಟೆಗೆ ಹೃದಯಾಘಾತದಿಂದ ನಿಧನರಾದರು ಎಂದು ಲಲಿತ್ ಹೇಳಿದ್ದಾರೆ. ಅವರ ಅಂತ್ಯಕ್ರಿಯೆ ಇಂದು ನಡೆದಿದೆ. ಸುಲಕ್ಷಣ ಪಂಡಿತ್ ಚಲನಚಿತ್ರಗಳಲ್ಲಿ ಮಾತ್ರವಲ್ಲದೆ ತಮ್ಮ ಗಾಯನದ ಮೂಲಕವೂ ಹೃದಯಗಳನ್ನು ಗೆದ್ದಿದ್ದಾರೆ. 1954 ರಲ್ಲಿ ಜನಿಸಿದ ಸುಲಕ್ಷಣ ಪಂಡಿತ್ ಸಂಗೀತ ಕುಟುಂಬದಿಂದ ಬಂದವರು. ಅವರ ಚಿಕ್ಕಪ್ಪ ಪ್ರಸಿದ್ಧ ಶಾಸ್ತ್ರೀಯ ಗಾಯಕ ಪಂಡಿತ್ ಜಸ್ರಾಜ್. ಅವರಿಗೆ ಮೂವರು ಸಹೋದರರು ಮತ್ತು ಮೂವರು ಸಹೋದರಿಯರಿದ್ದಾರೆ. ಅವರಲ್ಲಿ ಜತಿನ್ ಮತ್ತು ಲಲಿತ್: [44, 192, 211, 615]
reg-magenta-icon: [62, 2358, 77, 2372]
headline-indus: ಇಂಡಸ್ ಇಂಟರ್‌ನ್ಯಾಷನಲ್ಲ ಸ್ಕೂಲ್ ಹೈದರಾಬಾದ್ ಚಾಂಪಿಯನ್ ಶಿಪ್ ರನ್ನರ್-ಪ್ರಶಸ್ತಿಯ ಗರಿ: [548, 1659, 997, 1736]
